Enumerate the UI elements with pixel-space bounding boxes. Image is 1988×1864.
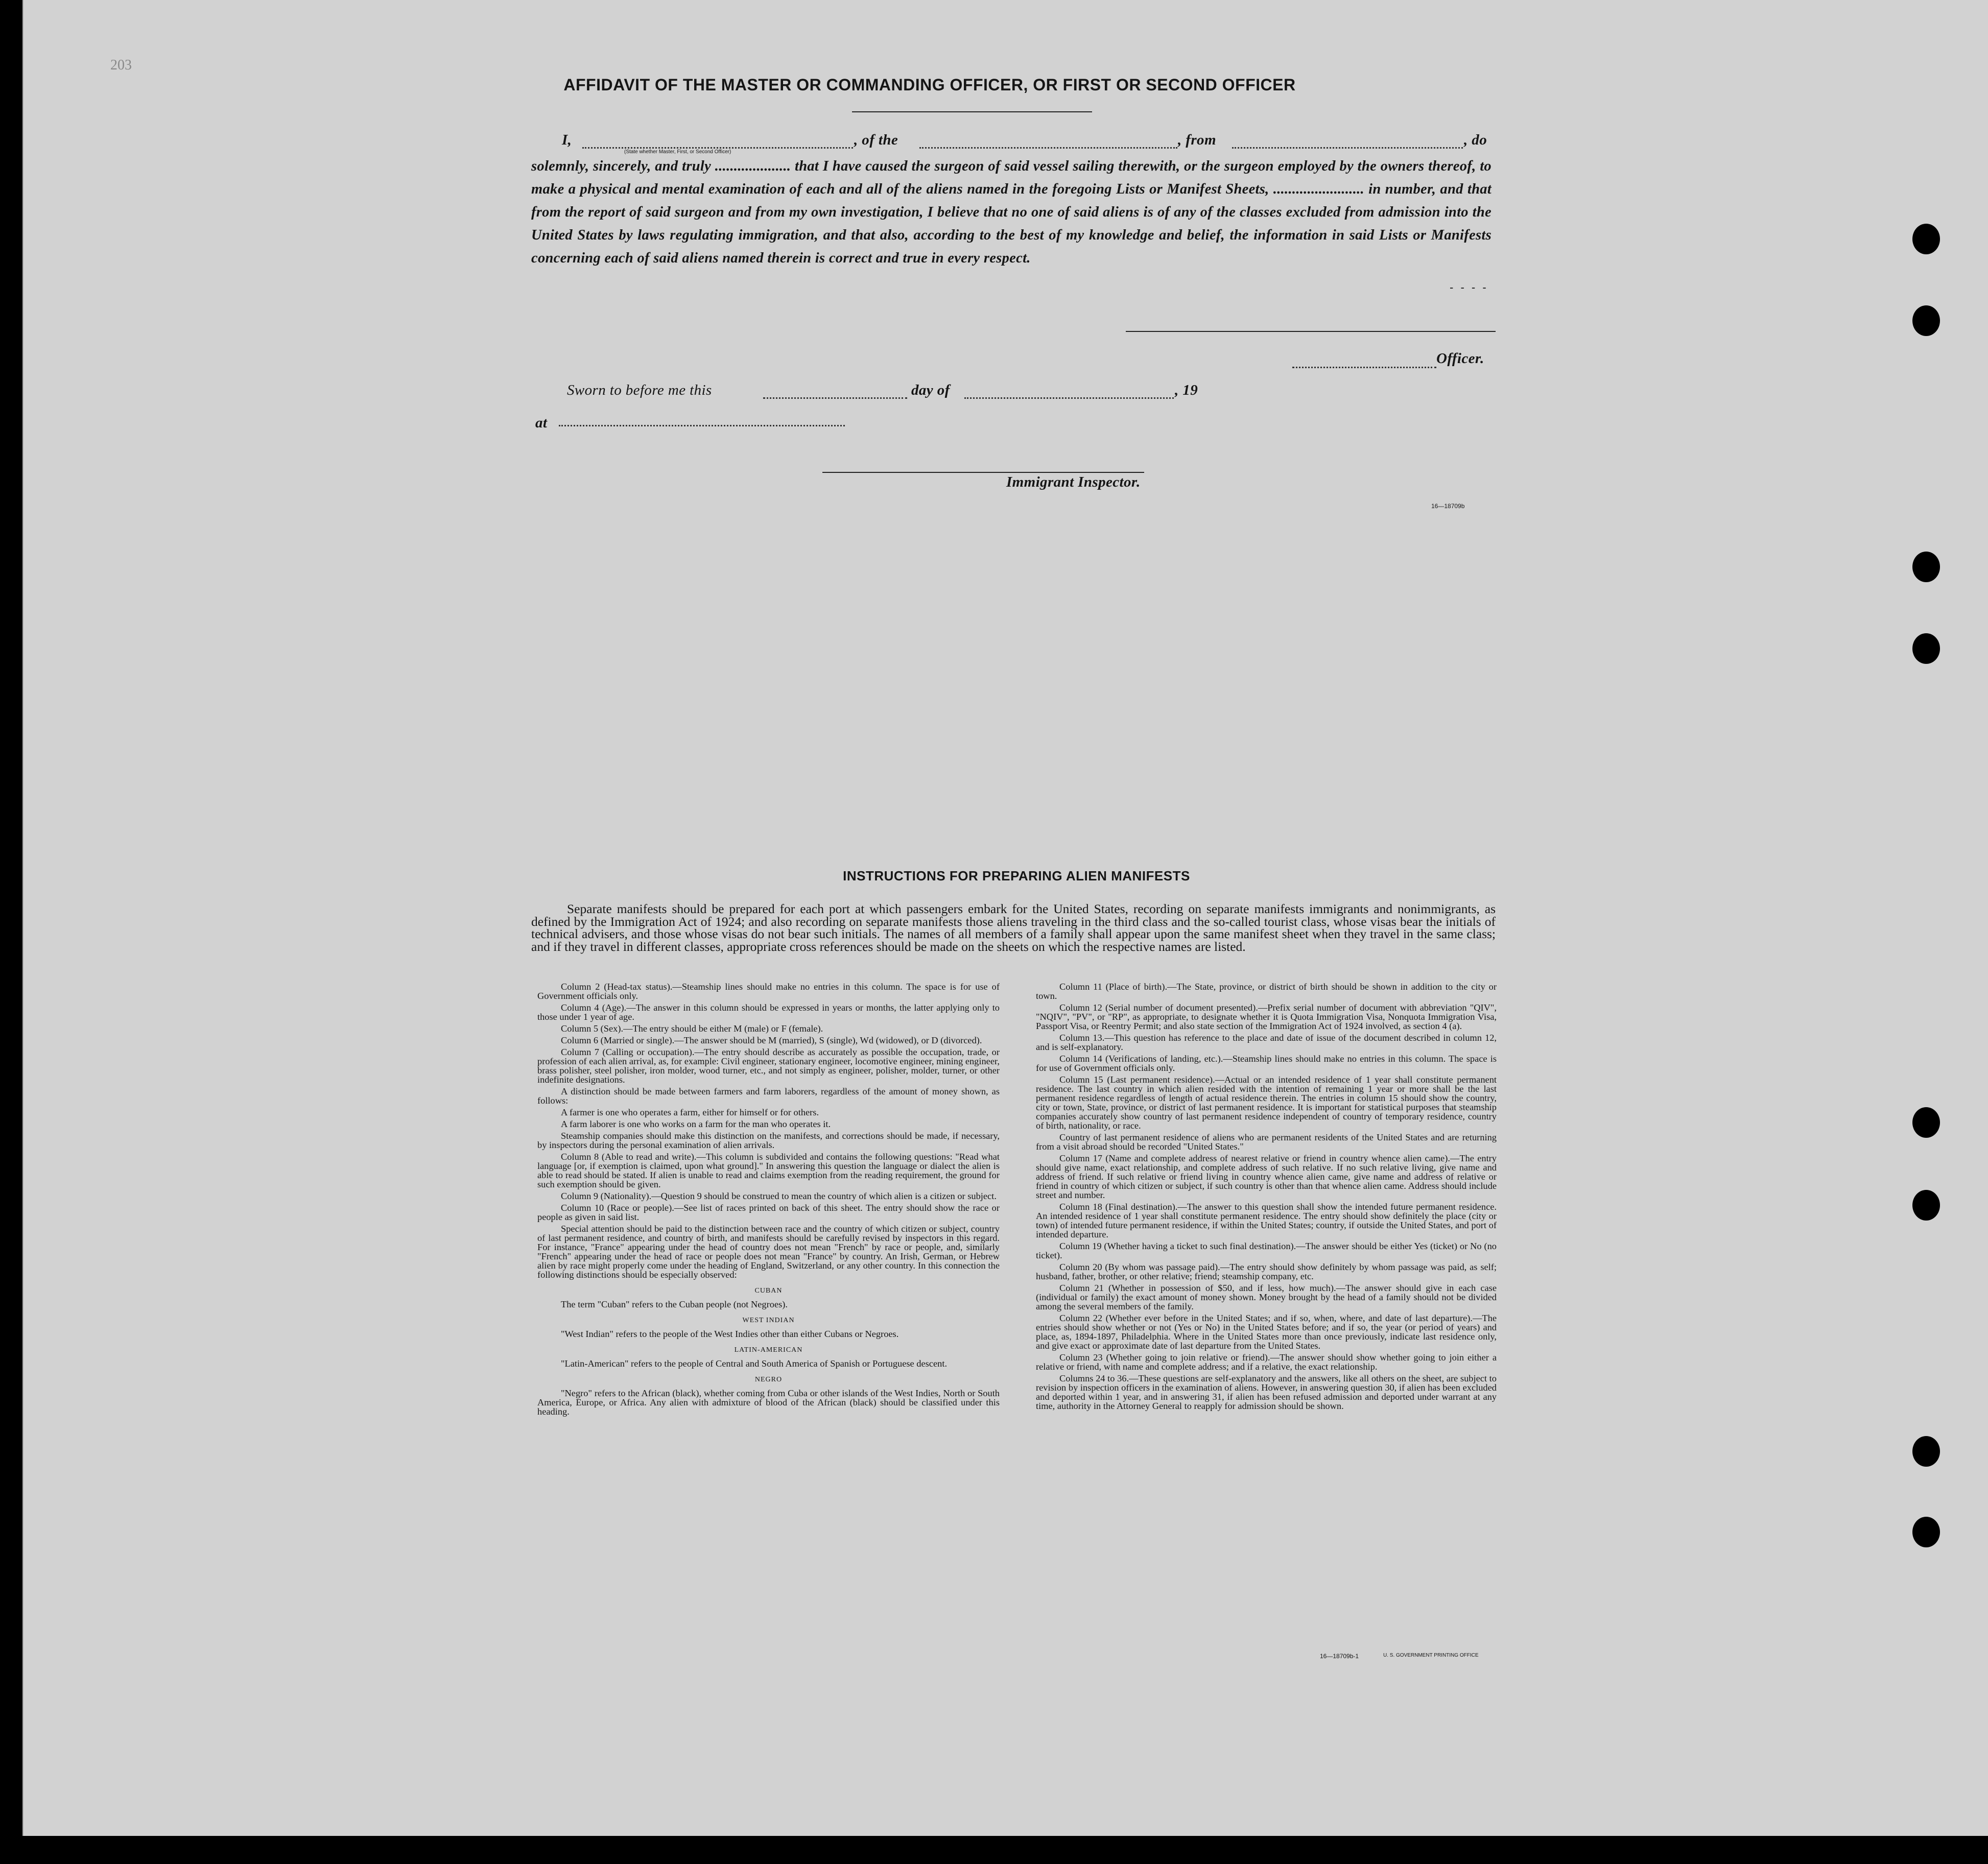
instructions-title: INSTRUCTIONS FOR PREPARING ALIEN MANIFESTS [843,868,1190,883]
column-2-note: Column 2 (Head-tax status).—Steamship lines should make no entries in this column. The space is for use of Government officials only. [537,982,1000,1001]
special-attention-note: Special attention should be paid to the distinction between race and the country of which citizen or subject, country of last permanent residence, and country of birth, and manifests should be carefully revised by inspectors in this regard. For instance, "France" appearing under the head of country does not mean "French" by race or people, and, similarly "French" appearing under the head of race or people does not mean "France" by country. An Irish, German, or Hebrew alien by race might properly come under the heading of England, Switzerland, or any other country. In this connection the following distinctions should be especially observed: [537,1224,1000,1280]
title-underline [852,111,1092,112]
binder-hole [1912,1436,1940,1467]
latin-american-definition: "Latin-American" refers to the people of Central and South America of Spanish or Portuguese descent. [561,1358,948,1369]
affidavit-line-from: , from [1178,132,1216,148]
sworn-place-field[interactable] [559,425,845,426]
sworn-day-of: day of [911,382,950,398]
binder-hole [1912,1190,1940,1221]
officer-name-field[interactable] [582,147,853,149]
binder-hole [1912,305,1940,336]
farm-distinction-note: A distinction should be made between farmers and farm laborers, regardless of the amount of money shown, as follows: [537,1086,1000,1106]
column-11-note: Column 11 (Place of birth).—The State, province, or district of birth should be shown in addition to the city or town. [1036,982,1497,1001]
farm-laborer-definition: A farm laborer is one who works on a farm for the man who operates it. [561,1119,831,1129]
vessel-name-field[interactable] [919,147,1177,149]
sworn-prefix: Sworn to before me this [567,382,712,398]
column-7-note: Column 7 (Calling or occupation).—The entry should describe as accurately as possible the occupation, trade, or profession of each alien arrival, as, for example: Civil engineer, stationary engineer, locomotive engineer, mining engineer, brass polisher, steel polisher, iron molder, wood turner, etc., and not simply as engineer, polisher, molder, turner, or other indefinite designations. [537,1047,1000,1085]
printer-credit: U. S. GOVERNMENT PRINTING OFFICE [1383,1653,1479,1658]
officer-label: Officer. [1436,350,1484,367]
column-4-note: Column 4 (Age).—The answer in this column should be expressed in years or months, the latter applying only to those under 1 year of age. [537,1002,1000,1022]
column-17-note: Column 17 (Name and complete address of nearest relative or friend in country whence alien came).—The entry should give name, exact relationship, and complete address of such relative. If no such relative living, give name and address of friend. If such relative or friend living in country whence alien came, give name and address of relative or friend in country of which citizen or subject, if such country is other than that whence alien came. Address should include street and number. [1036,1153,1497,1200]
subheading-latin-american: LATIN-AMERICAN [734,1346,803,1354]
binder-hole [1912,552,1940,582]
affidavit-title: AFFIDAVIT OF THE MASTER OR COMMANDING OFFICER, OR FIRST OR SECOND OFFICER [563,76,1296,94]
affidavit-form-code: 16—18709b [1431,503,1465,510]
farmer-definition: A farmer is one who operates a farm, either for himself or for others. [561,1107,819,1117]
sworn-at: at [535,415,548,431]
column-12-note: Column 12 (Serial number of document presented).—Prefix serial number of document with abbreviation "QIV", "NQIV", "PV", or "RP", as appropriate, to designate whether it is Quota Immigration Visa, Nonquota Immigration Visa, Passport Visa, or Reentry Permit; and also state section of the Immigration Act of 1924 involved, as section 4 (a). [1036,1002,1497,1031]
steamship-distinction-note: Steamship companies should make this distinction on the manifests, and corrections should be made, if necessary, by inspectors during the personal examination of alien arrivals. [537,1131,1000,1150]
archive-pencil-mark: 203 [110,57,132,73]
binder-hole [1912,224,1940,254]
departure-port-field[interactable] [1232,147,1463,149]
affidavit-line-do: , do [1464,132,1487,148]
affidavit-body: solemnly, sincerely, and truly .................... that I have caused the surgeon of said vessel sailing therewith, or the surgeon employed by the owners thereof, to make a physical and mental examination of each and all of the aliens named in the foregoing Lists or Manifest Sheets, ........................ in number, and that from the report of said surgeon and from my own investigation, I believe that no one of said aliens is of any of the classes excluded from admission into the United States by laws regulating immigration, and that also, according to the best of my knowledge and belief, the information in said Lists or Manifests concerning each of said aliens named therein is correct and true in every respect. [531,158,1492,266]
inspector-label: Immigrant Inspector. [1006,474,1141,490]
column-13-note: Column 13.—This question has reference to the place and date of issue of the document described in column 12, and is self-explanatory. [1036,1033,1497,1052]
column-14-note: Column 14 (Verifications of landing, etc.).—Steamship lines should make no entries in this column. The space is for use of Government officials only. [1036,1054,1497,1073]
column-19-note: Column 19 (Whether having a ticket to such final destination).—The answer should be either Yes (ticket) or No (no ticket). [1036,1241,1497,1260]
columns-24-36-note: Columns 24 to 36.—These questions are self-explanatory and the answers, like all others on the sheet, are subject to revision by inspection officers in the examination of aliens. However, in answering question 30, if alien has been excluded and deported within 1 year, and in answering 31, if alien has been refused admission and deported under warrant at any time, authority in the Attorney General to reapply for admission should be shown. [1036,1373,1497,1411]
column-10-note: Column 10 (Race or people).—See list of races printed on back of this sheet. The entry should show the race or people as given in said list. [537,1203,1000,1222]
negro-definition: "Negro" refers to the African (black), whether coming from Cuba or other islands of the West Indies, North or South America, Europe, or Africa. Any alien with admixture of blood of the African (black) should be classified under this heading. [537,1388,1000,1417]
sworn-year: , 19 [1175,382,1198,398]
west-indian-definition: "West Indian" refers to the people of the West Indies other than either Cubans or Negroes. [561,1329,899,1339]
subheading-west-indian: WEST INDIAN [742,1317,795,1324]
column-5-note: Column 5 (Sex).—The entry should be either M (male) or F (female). [561,1023,823,1034]
column-22-note: Column 22 (Whether ever before in the United States; and if so, when, where, and date of last departure).—The entries should show whether or not (Yes or No) in the United States before; and if so, the year (or period of years) and place, as, 1894-1897, Philadelphia. Where in the United States more than once previously, indicate last residence only, and give exact or approximate date of last departure from the United States. [1036,1313,1497,1351]
sworn-month-field[interactable] [964,397,1174,399]
affidavit-line-of-the: , of the [854,132,898,148]
column-20-note: Column 20 (By whom was passage paid).—The entry should show definitely by whom passage was paid, as self; husband, father, brother, or other relative; friend; steamship company, etc. [1036,1262,1497,1281]
affidavit-line-i: I, [562,132,572,148]
column-18-note: Column 18 (Final destination).—The answer to this question shall show the intended future permanent residence. An intended residence of 1 year shall constitute permanent residence. The entry should show definitely the place (city or town) of intended future permanent residence, if within the United States; country, if outside the United States, and port of intended departure. [1036,1202,1497,1239]
subheading-negro: NEGRO [754,1376,783,1383]
inspector-signature-line[interactable] [822,472,1144,473]
column-6-note: Column 6 (Married or single).—The answer should be M (married), S (single), Wd (widowed), or D (divorced). [561,1035,982,1045]
column-9-note: Column 9 (Nationality).—Question 9 should be construed to mean the country of which alien is a citizen or subject. [561,1191,997,1201]
column-15-note: Column 15 (Last permanent residence).—Actual or an intended residence of 1 year shall constitute permanent residence. The last country in which alien resided with the intention of remaining 1 year or more shall be the last permanent residence regardless of length of actual residence therein. The entries in column 15 should show the country, city or town, State, province, or district of last permanent residence. It is important for statistical purposes that steamship companies accurately show country of last permanent residence independent of country of temporary residence, country of birth, nationality, or race. [1036,1074,1497,1131]
column-15-us-residents-note: Country of last permanent residence of aliens who are permanent residents of the United States and are returning from a visit abroad should be recorded "United States." [1036,1132,1497,1152]
officer-rank-hint: (State whether Master, First, or Second Officer) [624,149,731,155]
signature-line[interactable] [1126,331,1496,332]
sworn-day-field[interactable] [763,397,907,399]
column-8-note: Column 8 (Able to read and write).—This column is subdivided and contains the following questions: "Read what language [or, if exemption is claimed, upon what ground]." In answering this question the language or dialect the alien is able to read should be stated. If alien is unable to read and claims exemption from the reading requirement, the ground for such exemption should be given. [537,1152,1000,1189]
stray-marks: - - - - [1450,281,1488,294]
binder-hole [1912,1107,1940,1138]
binder-hole [1912,1517,1940,1547]
cuban-definition: The term "Cuban" refers to the Cuban people (not Negroes). [561,1299,788,1309]
officer-title-field[interactable] [1292,367,1436,368]
instructions-form-code: 16—18709b-1 [1320,1653,1359,1660]
column-21-note: Column 21 (Whether in possession of $50, and if less, how much).—The answer should give in each case (individual or family) the exact amount of money shown. Money brought by the head of a family should not be divided among the several members of the family. [1036,1283,1497,1311]
instructions-intro: Separate manifests should be prepared for each port at which passengers embark for the United States, recording on separate manifests immigrants and nonimmigrants, as defined by the Immigration Act of 1924; and also recording on separate manifests those aliens traveling in the third class and the so-called tourist class, whose visas bear the initials of technical advisers, and those whose visas do not bear such initials. The names of all members of a family shall appear upon the same manifest sheet when they travel in the same class; and if they travel in different classes, appropriate cross references should be made on the sheets on which the respective names are listed. [531,901,1496,954]
instructions-left-column [537,982,1000,1419]
subheading-cuban: CUBAN [754,1287,783,1295]
column-23-note: Column 23 (Whether going to join relative or friend).—The answer should show whether going to join either a relative or friend, with name and complete address; and if a relative, the exact relationship. [1036,1352,1497,1372]
instructions-right-column [1036,982,1497,1413]
binder-hole [1912,633,1940,664]
